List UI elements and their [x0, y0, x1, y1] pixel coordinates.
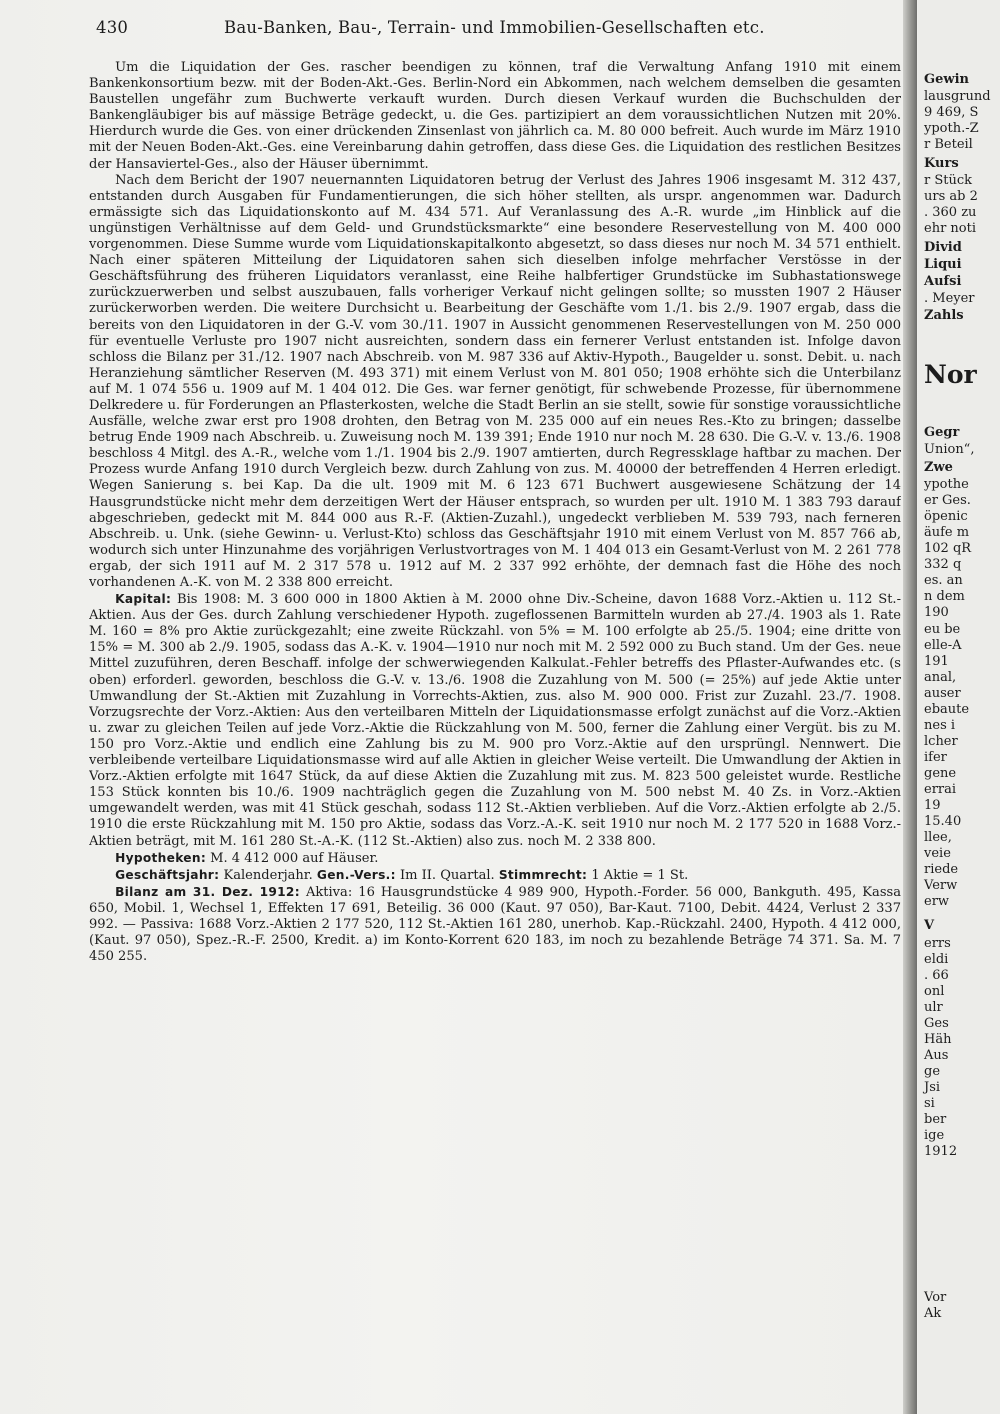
- text-stimmrecht: 1 Aktie = 1 St.: [591, 867, 689, 883]
- adjacent-page-text-fragment: Ak: [924, 1306, 942, 1321]
- text-bilanz: Aktiva: 16 Hausgrundstücke 4 989 900, Hypoth.-Forder. 56 000, Bankguth. 495, Kassa 650, Mobil. 1, Wechsel 1, Effekten 17 691, Beteilig. 36 000 (Kaut. 97 050), Bar-Kaut. 7100, Debit. 4424, Verlust 2 337 992. — Passiva: 1688 Vorz.-Aktien 2 177 520, 112 St.-Aktien 161 280, unerhob. Kap.-Rückzahl. 2400, Hypoth. 4 412 000, (Kaut. 97 050), Spez.-R.-F. 2500, Kredit. a) im Konto-Korrent 620 183, im noch zu bezahlende Beträge 74 371. Sa. M. 7 450 255.: [89, 884, 901, 965]
- adjacent-page-text-fragment: nes i: [924, 718, 956, 733]
- adjacent-page-text-fragment: Divid: [924, 240, 962, 255]
- adjacent-page-text-fragment: eldi: [924, 952, 949, 967]
- adjacent-page-text-fragment: 9 469, S: [924, 105, 979, 120]
- adjacent-page-text-fragment: 1912: [924, 1144, 958, 1159]
- adjacent-page-text-fragment: . Meyer: [924, 291, 975, 306]
- running-title: Bau-Banken, Bau-, Terrain- und Immobilien-Gesellschaften etc.: [224, 18, 765, 37]
- label-gen-vers: Gen.-Vers.:: [316, 867, 396, 882]
- adjacent-page-text-fragment: errs: [924, 936, 951, 951]
- adjacent-page-text-fragment: ifer: [924, 750, 947, 765]
- adjacent-page-text-fragment: ge: [924, 1064, 941, 1079]
- adjacent-page-text-fragment: lausgrund: [924, 89, 991, 104]
- adjacent-page-text-fragment: ebaute: [924, 702, 970, 717]
- label-hypotheken: Hypotheken:: [115, 850, 206, 865]
- section-meta: [89, 867, 901, 884]
- adjacent-page-text-fragment: 15.40: [924, 814, 962, 829]
- section-bilanz: [89, 884, 901, 965]
- adjacent-page-text-fragment: 102 qR: [924, 541, 972, 556]
- adjacent-page-text-fragment: Verw: [924, 878, 958, 893]
- section-kapital: [89, 591, 901, 850]
- adjacent-page-text-fragment: Zahls: [924, 308, 964, 323]
- adjacent-page-fragment: [918, 0, 1000, 1414]
- adjacent-page-text-fragment: Kurs: [924, 156, 959, 171]
- adjacent-page-text-fragment: veie: [924, 846, 951, 861]
- adjacent-page-text-fragment: ige: [924, 1128, 945, 1143]
- book-gutter: [903, 0, 917, 1414]
- adjacent-page-text-fragment: lcher: [924, 734, 958, 749]
- text-hypotheken: M. 4 412 000 auf Häuser.: [210, 850, 379, 866]
- adjacent-page-text-fragment: 191: [924, 654, 949, 669]
- adjacent-page-text-fragment: äufe m: [924, 525, 970, 540]
- adjacent-page-text-fragment: onl: [924, 984, 945, 999]
- adjacent-page-text-fragment: errai: [924, 782, 957, 797]
- adjacent-page-text-fragment: elle-A: [924, 638, 962, 653]
- label-bilanz: Bilanz am 31. Dez. 1912:: [115, 884, 300, 899]
- text-geschaeftsjahr: Kalenderjahr.: [223, 867, 313, 883]
- section-hypotheken: [89, 850, 901, 867]
- adjacent-page-text-fragment: 190: [924, 605, 949, 620]
- label-geschaeftsjahr: Geschäftsjahr:: [115, 867, 220, 882]
- adjacent-page-text-fragment: Liqui: [924, 257, 962, 272]
- adjacent-page-text-fragment: Ges: [924, 1016, 949, 1031]
- label-kapital: Kapital:: [115, 592, 172, 607]
- adjacent-page-text-fragment: . 360 zu: [924, 205, 977, 220]
- adjacent-page-text-fragment: llee,: [924, 830, 952, 845]
- adjacent-page-text-fragment: ypothe: [924, 477, 969, 492]
- paragraph-report: Nach dem Bericht der 1907 neuernannten Liquidatoren betrug der Verlust des Jahres 1906 insgesamt M. 312 437, entstanden durch Ausgaben für Fundamentierungen, die sich höher stellten, als urspr. angenommen war. Dadurch ermässigte sich das Liquidationskonto auf M. 434 571. Auf Veranlassung des A.-R. wurde „im Hinblick auf die ungünstigen Verhältnisse auf dem Geld- und Grundstücksmarkte“ eine besondere Reservestellung von M. 400 000 vorgenommen. Diese Summe wurde vom Liquidationskapitalkonto abgesetzt, so dass dieses nur noch M. 34 571 enthielt. Nach einer späteren Mitteilung der Liquidatoren sahen sich dieselben infolge mehrfacher Verstösse in der Geschäftsführung des früheren Liquidators veranlasst, eine Reihe halbfertiger Grundstücke im Subhastationswege zurückzuerwerben und selbst auszubauen, falls vorheriger Verkauf nicht gelingen sollte; so mussten 1907 2 Häuser zurückerworben werden. Die weitere Durchsicht u. Bearbeitung der Geschäfte vom 1./1. bis 2./9. 1907 ergab, dass die bereits von den Liquidatoren in der G.-V. vom 30./11. 1907 in Aussicht genommenen Reservestellungen von M. 250 000 für eventuelle Verluste pro 1907 nicht ausreichten, sondern dass ein fernerer Verlust entstanden ist. Infolge davon schloss die Bilanz per 31./12. 1907 nach Abschreib. von M. 987 336 auf Aktiv-Hypoth., Baugelder u. sonst. Debit. u. nach Heranziehung sämtlicher Reserven (M. 493 371) mit einem Verlust von M. 801 050; 1908 erhöhte sich die Unterbilanz auf M. 1 074 556 u. 1909 auf M. 1 404 012. Die Ges. war ferner genötigt, für schwebende Prozesse, für übernommene Delkredere u. für Forderungen an Pflasterkosten, welche die Stadt Berlin an sie stellt, sowie für sonstige voraussichtliche Ausfälle, welche zwar erst pro 1908 drohten, den Betrag von M. 235 000 auf ein neues Res.-Kto zu bringen; dasselbe betrug Ende 1909 nach Abschreib. u. Zuweisung noch M. 139 391; Ende 1910 nur noch M. 28 630. Die G.-V. v. 13./6. 1908 beschloss 4 Mitgl. des A.-R., welche vom 1./1. 1904 bis 2./9. 1907 amtierten, durch Regressklage haftbar zu machen. Der Prozess wurde Anfang 1910 durch Vergleich bezw. durch Zahlung von zus. M. 40000 der betreffenden 4 Herren erledigt. Wegen Sanierung s. bei Kap. Da die ult. 1909 mit M. 6 123 671 Buchwert ausgewiesene Schätzung der 14 Hausgrundstücke nicht mehr dem derzeitigen Wert der Häuser entsprach, so wurden per ult. 1910 M. 1 383 793 darauf abgeschrieben, gedeckt mit M. 844 000 aus R.-F. (Aktien-Zuzahl.), ungedeckt verblieben M. 539 793, nach ferneren Abschreib. u. Unk. (siehe Gewinn- u. Verlust-Kto) schloss das Geschäftsjahr 1910 mit einem Verlust von M. 857 766 ab, wodurch sich unter Hinzunahme des vorjährigen Verlustvortrages von M. 1 404 013 ein Gesamt-Verlust von M. 2 261 778 ergab, der sich 1911 auf M. 2 317 578 u. 1912 auf M. 2 337 992 erhöhte, der demnach fast die Höhe des noch vorhandenen A.-K. von M. 2 338 800 erreicht.: [89, 172, 901, 590]
- adjacent-page-text-fragment: anal,: [924, 670, 957, 685]
- label-stimmrecht: Stimmrecht:: [498, 867, 588, 882]
- adjacent-page-text-fragment: ehr noti: [924, 221, 976, 236]
- adjacent-page-text-fragment: er Ges.: [924, 493, 971, 508]
- adjacent-page-text-fragment: . 66: [924, 968, 949, 983]
- adjacent-page-text-fragment: Vor: [924, 1290, 947, 1305]
- adjacent-page-text-fragment: n dem: [924, 589, 965, 604]
- adjacent-page-text-fragment: riede: [924, 862, 959, 877]
- adjacent-page-text-fragment: eu be: [924, 622, 961, 637]
- adjacent-page-text-fragment: ber: [924, 1112, 947, 1127]
- adjacent-page-text-fragment: Gegr: [924, 425, 960, 440]
- adjacent-page-text-fragment: Häh: [924, 1032, 952, 1047]
- adjacent-page-text-fragment: V: [924, 918, 935, 933]
- adjacent-page-text-fragment: es. an: [924, 573, 963, 588]
- adjacent-page-text-fragment: öpenic: [924, 509, 968, 524]
- adjacent-page-text-fragment: si: [924, 1096, 935, 1111]
- adjacent-page-text-fragment: r Stück: [924, 173, 973, 188]
- adjacent-page-text-fragment: r Beteil: [924, 137, 973, 152]
- paragraph-liquidation: Um die Liquidation der Ges. rascher beendigen zu können, traf die Verwaltung Anfang 1910 mit einem Bankenkonsortium bezw. mit der Boden-Akt.-Ges. Berlin-Nord ein Abkommen, nach welchem demselben die gesamten Baustellen ungefähr zum Buchwerte verkauft wurden. Durch diesen Verkauf wurden die Buchschulden der Bankengläubiger bis auf mässige Beträge gedeckt, u. die Ges. partizipiert an dem voraussichtlichen Nutzen mit 20%. Hierdurch wurde die Ges. von einer drückenden Zinsenlast von jährlich ca. M. 80 000 befreit. Auch wurde im März 1910 mit der Neuen Boden-Akt.-Ges. eine Vereinbarung dahin getroffen, dass diese Ges. die Liquidation des restlichen Besitzes der Hansaviertel-Ges., also der Häuser übernimmt.: [89, 60, 901, 172]
- adjacent-page-text-fragment: auser: [924, 686, 961, 701]
- adjacent-page-text-fragment: erw: [924, 894, 950, 909]
- adjacent-page-text-fragment: ulr: [924, 1000, 943, 1015]
- adjacent-page-text-fragment: Union“,: [924, 442, 975, 457]
- adjacent-page-text-fragment: ypoth.-Z: [924, 121, 979, 136]
- text-gen-vers: Im II. Quartal.: [399, 867, 495, 883]
- adjacent-page-text-fragment: gene: [924, 766, 957, 781]
- adjacent-page-text-fragment: Zwe: [924, 460, 953, 475]
- adjacent-page-text-fragment: Aufsi: [924, 274, 962, 289]
- page-header: [96, 18, 916, 46]
- main-text-column: [89, 60, 901, 1390]
- text-kapital: Bis 1908: M. 3 600 000 in 1800 Aktien à M. 2000 ohne Div.-Scheine, davon 1688 Vorz.-Aktien u. 112 St.-Aktien. Aus der Ges. durch Zahlung verschiedener Hypoth. zugeflossenen Barmitteln wurden ab 27./4. 1903 als 1. Rate M. 160 = 8% pro Aktie zurückgezahlt; eine zweite Rückzahl. von 5% = M. 100 erfolgte ab 25./5. 1904; eine dritte von 15% = M. 300 ab 2./9. 1905, sodass das A.-K. v. 1904—1910 nur noch mit M. 2 592 000 zu Buch stand. Um der Ges. neue Mittel zuzuführen, deren Beschaff. infolge der schwerwiegenden Kalkulat.-Fehler betreffs des Pflaster-Aufwandes etc. (s oben) erforderl. geworden, beschloss die G.-V. v. 13./6. 1908 die Zuzahlung von M. 500 (= 25%) auf jede Aktie unter Umwandlung der St.-Aktien mit Zuzahlung in Vorrechts-Aktien, zus. also M. 900 000. Frist zur Zuzahl. 23./7. 1908. Vorzugsrechte der Vorz.-Aktien: Aus den verteilbaren Mitteln der Liquidationsmasse erfolgt zunächst auf die Vorz.-Aktien u. zwar zu gleichen Teilen auf jede Vorz.-Aktie die Rückzahlung von M. 500, ferner die Zahlung einer Vergüt. bis zu M. 150 pro Vorz.-Aktie und endlich eine Zahlung bis zu M. 900 pro Vorz.-Aktie auf den ursprüngl. Nennwert. Die verbleibende verteilbare Liquidationsmasse wird auf alle Aktien in gleicher Weise verteilt. Die Umwandlung der Aktien in Vorz.-Aktien erfolgte mit 1647 Stück, da auf diese Aktien die Zuzahlung mit zus. M. 823 500 geleistet wurde. Restliche 153 Stück konnten bis 10./6. 1909 nachträglich gegen die Zuzahlung von M. 500 nebst M. 40 Zs. in Vorz.-Aktien umgewandelt werden, was mit 41 Stück geschah, sodass 112 St.-Aktien verblieben. Auf die Vorz.-Aktien erfolgte ab 2./5. 1910 die erste Rückzahlung mit M. 150 pro Aktie, sodass das Vorz.-A.-K. seit 1910 nur noch M. 2 177 520 in 1688 Vorz.-Aktien beträgt, mit M. 161 280 St.-A.-K. (112 St.-Aktien) also zus. noch M. 2 338 800.: [89, 592, 901, 849]
- adjacent-page-text-fragment: 332 q: [924, 557, 962, 572]
- adjacent-page-text-fragment: Aus: [924, 1048, 949, 1063]
- adjacent-page-text-fragment: urs ab 2: [924, 189, 978, 204]
- adjacent-page-text-fragment: Nor: [924, 360, 977, 389]
- adjacent-page-text-fragment: 19: [924, 798, 941, 813]
- adjacent-page-text-fragment: Jsi: [924, 1080, 941, 1095]
- page-number: 430: [96, 18, 129, 37]
- adjacent-page-text-fragment: Gewin: [924, 72, 969, 87]
